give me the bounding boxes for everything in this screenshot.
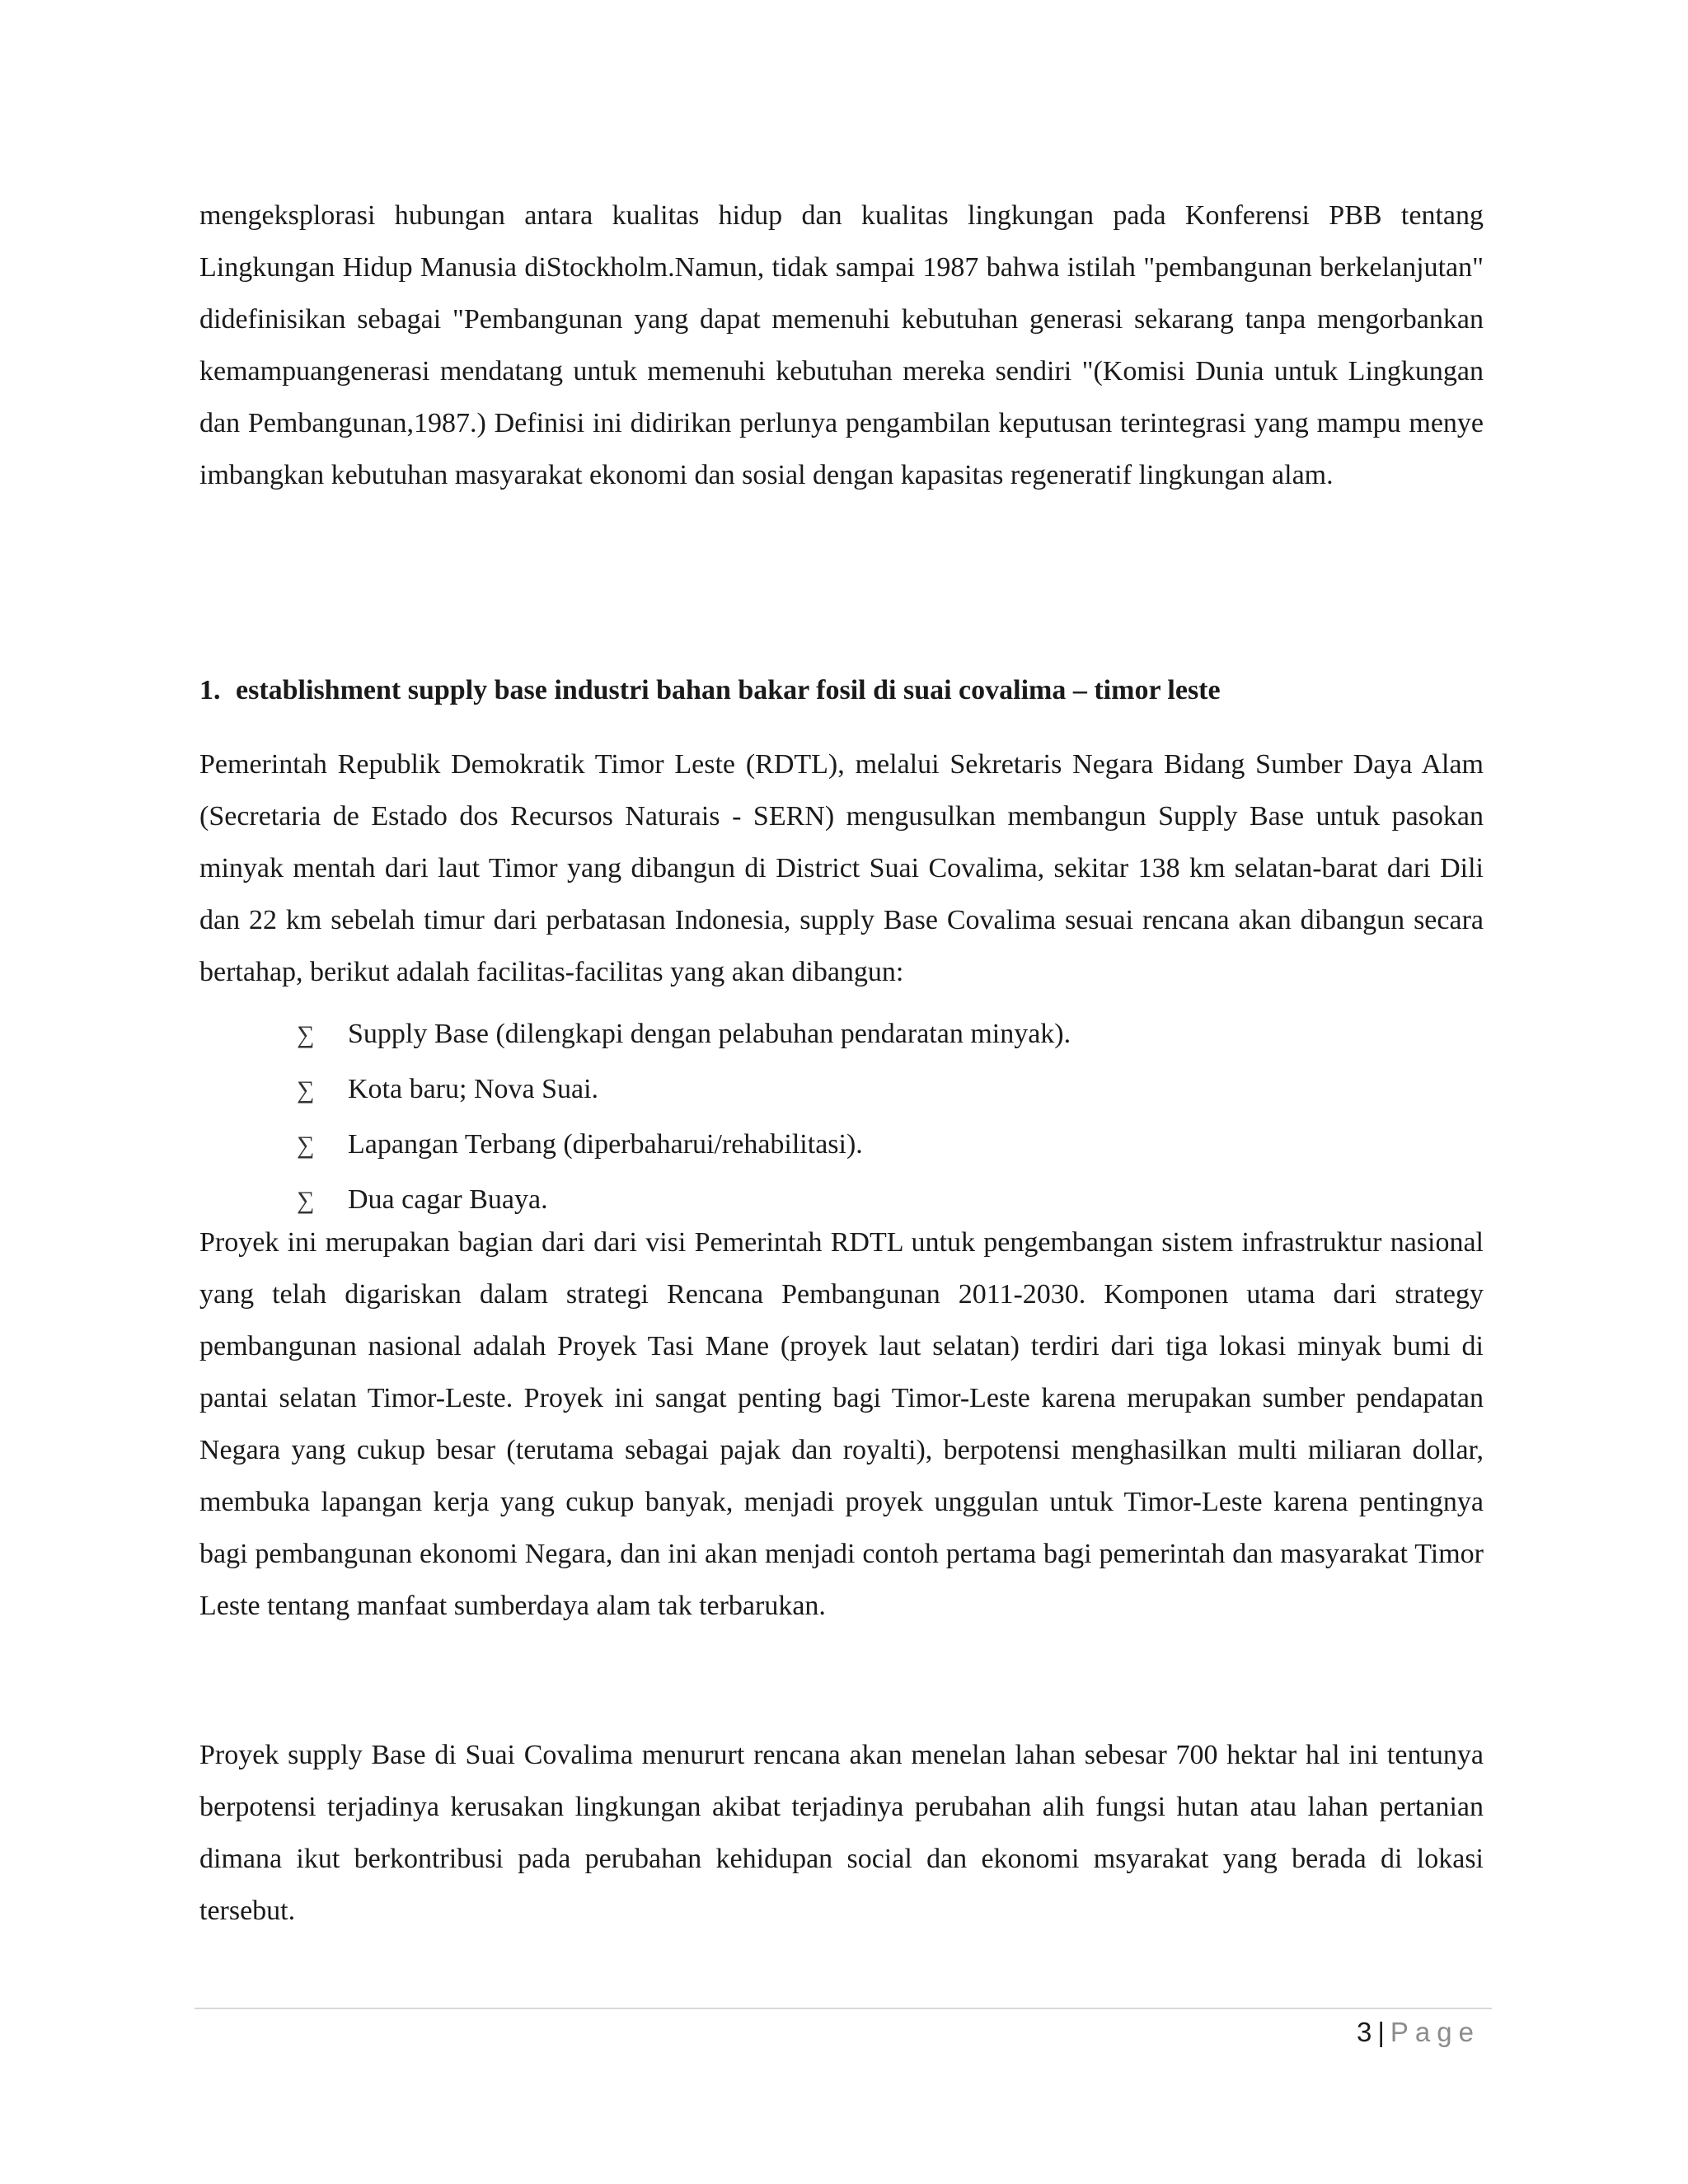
section-title: establishment supply base industri bahan bakar fosil di suai covalima – timor leste [236, 675, 1221, 705]
page-number: 3 [1356, 2017, 1373, 2047]
intro-paragraph: mengeksplorasi hubungan antara kualitas hidup dan kualitas lingkungan pada Konferensi PBB tentang Lingkungan Hidup Manusia diStockholm.Namun, tidak sampai 1987 bahwa istilah "pembangunan berkelanjutan" didefinisikan sebagai "Pembangunan yang dapat memenuhi kebutuhan generasi sekarang tanpa mengorbankan kemampuangenerasi mendatang untuk memenuhi kebutuhan mereka sendiri "(Komisi Dunia untuk Lingkungan dan Pembangunan,1987.) Definisi ini didirikan perlunya pengambilan keputusan terintegrasi yang mampu menye imbangkan kebutuhan masyarakat ekonomi dan sosial dengan kapasitas regeneratif lingkungan alam. [199, 200, 1484, 490]
list-item-text: Dua cagar Buaya. [348, 1184, 548, 1215]
list-item [297, 1118, 1071, 1173]
footer-divider [195, 2008, 1492, 2009]
page-footer [1357, 2014, 1480, 2050]
section-paragraph-2: Proyek ini merupakan bagian dari dari visi Pemerintah RDTL untuk pengembangan sistem infrastruktur nasional yang telah digariskan dalam strategi Rencana Pembangunan 2011-2030. Komponen utama dari strategy pembangunan nasional adalah Proyek Tasi Mane (proyek laut selatan) terdiri dari tiga lokasi minyak bumi di pantai selatan Timor-Leste. Proyek ini sangat penting bagi Timor-Leste karena merupakan sumber pendapatan Negara yang cukup besar (terutama sebagai pajak dan royalti), berpotensi menghasilkan multi miliaran dollar, membuka lapangan kerja yang cukup banyak, menjadi proyek unggulan untuk Timor-Leste karena pentingnya bagi pembangunan ekonomi Negara, dan ini akan menjadi contoh pertama bagi pemerintah dan masyarakat Timor Leste tentang manfaat sumberdaya alam tak terbarukan. [199, 1227, 1484, 1621]
sigma-bullet-icon: ∑ [297, 1132, 315, 1159]
list-item-text: Kota baru; Nova Suai. [348, 1074, 599, 1104]
section-heading [199, 664, 1484, 716]
facilities-list [297, 1007, 1071, 1228]
list-item-text: Lapangan Terbang (diperbaharui/rehabilitasi). [348, 1129, 863, 1160]
section-paragraph-1: Pemerintah Republik Demokratik Timor Leste (RDTL), melalui Sekretaris Negara Bidang Sumber Daya Alam (Secretaria de Estado dos Recursos Naturais - SERN) mengusulkan membangun Supply Base untuk pasokan minyak mentah dari laut Timor yang dibangun di District Suai Covalima, sekitar 138 km selatan-barat dari Dili dan 22 km sebelah timur dari perbatasan Indonesia, supply Base Covalima sesuai rencana akan dibangun secara bertahap, berikut adalah facilitas-facilitas yang akan dibangun: [199, 749, 1484, 987]
list-item [297, 1062, 1071, 1118]
page-label: Page [1390, 2017, 1480, 2047]
sigma-bullet-icon: ∑ [297, 1187, 315, 1214]
footer-separator: | [1377, 2017, 1386, 2047]
section-paragraph-3: Proyek supply Base di Suai Covalima menururt rencana akan menelan lahan sebesar 700 hektar hal ini tentunya berpotensi terjadinya kerusakan lingkungan akibat terjadinya perubahan alih fungsi hutan atau lahan pertanian dimana ikut berkontribusi pada perubahan kehidupan social dan ekonomi msyarakat yang berada di lokasi tersebut. [199, 1740, 1484, 1926]
sigma-bullet-icon: ∑ [297, 1021, 315, 1048]
sigma-bullet-icon: ∑ [297, 1076, 315, 1104]
section-number: 1. [199, 675, 221, 705]
list-item-text: Supply Base (dilengkapi dengan pelabuhan pendaratan minyak). [348, 1019, 1071, 1049]
list-item [297, 1007, 1071, 1062]
